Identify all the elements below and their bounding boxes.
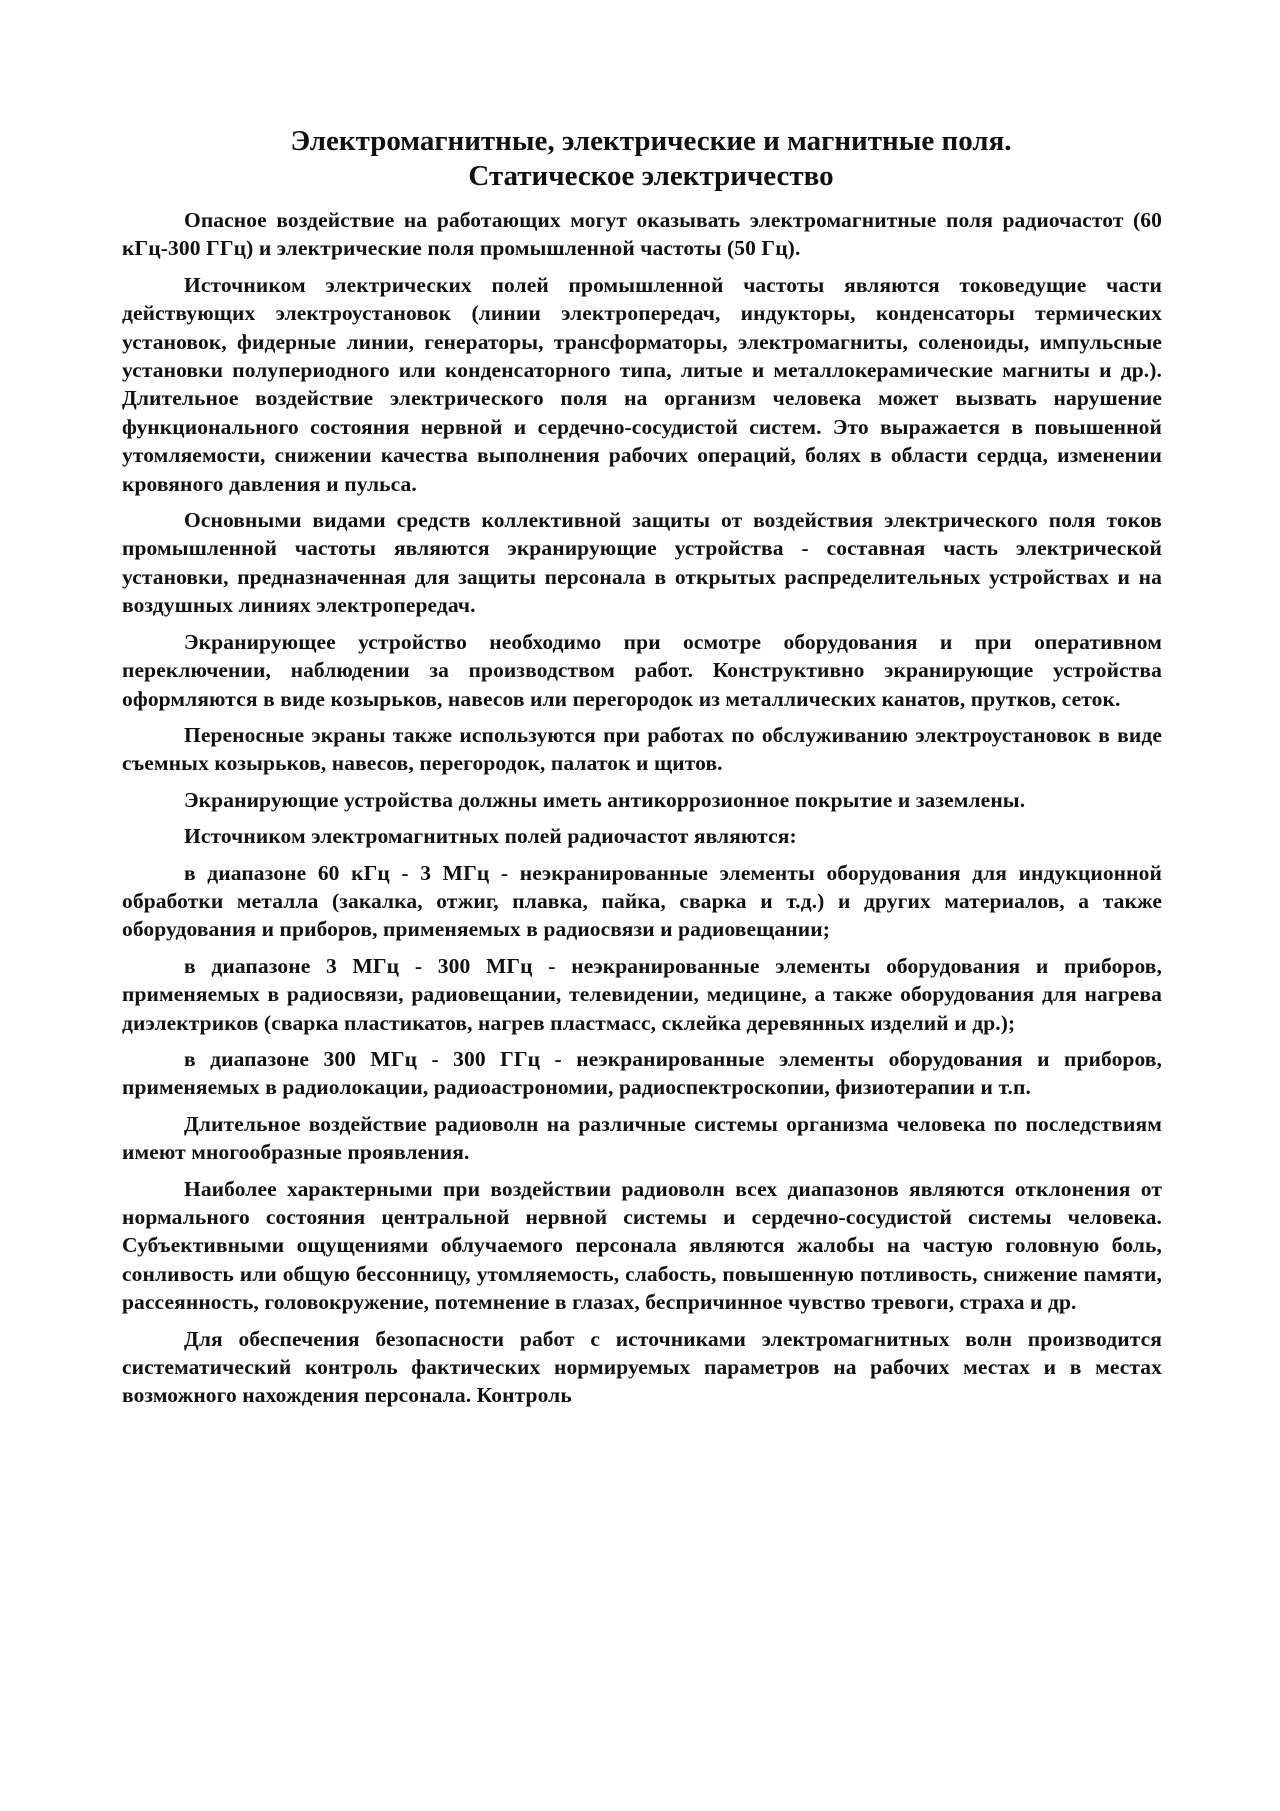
paragraph-range-300mhz-300ghz: в диапазоне 300 МГц - 300 ГГц - неэкранированные элементы оборудования и приборов, применяемых в радиолокации, радиоастрономии, радиоспектроскопии, физиотерапии и т.п. — [122, 1046, 1162, 1100]
paragraph-anticorrosion: Экранирующие устройства должны иметь антикоррозионное покрытие и заземлены. — [184, 787, 1026, 812]
title-line-2: Статическое электричество — [468, 160, 834, 192]
paragraph-rf-sources-heading: Источником электромагнитных полей радиочастот являются: — [184, 824, 797, 849]
paragraph-hazard-intro: Опасное воздействие на работающих могут оказывать электромагнитные поля радиочастот (60 кГц-300 ГГц) и электрические поля промышленной частоты (50 Гц). — [122, 208, 1162, 261]
paragraph-long-term-exposure: Длительное воздействие радиоволн на различные системы организма человека по последствиям имеют многообразные проявления. — [122, 1111, 1162, 1165]
paragraph-range-3mhz-300mhz: в диапазоне 3 МГц - 300 МГц - неэкранированные элементы оборудования и приборов, применяемых в радиосвязи, радиовещании, телевидении, медицине, а также оборудования для нагрева диэлектриков (сварка пластикатов, нагрев пластмасс, склейка деревянных изделий и др.); — [122, 953, 1162, 1035]
title-line-1: Электромагнитные, электрические и магнитные поля. — [290, 125, 1012, 157]
paragraph-symptoms: Наиболее характерными при воздействии радиоволн всех диапазонов являются отклонения от нормального состояния центральной нервной системы и сердечно-сосудистой системы человека. Субъективными ощущениями облучаемого персонала являются жалобы на частую головную боль, сонливость или общую бессонницу, утомляемость, слабость, повышенную потливость, снижение памяти, рассеянность, головокружение, потемнение в глазах, беспричинное чувство тревоги, страха и др. — [122, 1176, 1162, 1315]
paragraph-range-60khz-3mhz: в диапазоне 60 кГц - 3 МГц - неэкранированные элементы оборудования для индукционной обработки металла (закалка, отжиг, плавка, пайка, сварка и т.д.) и других материалов, а также оборудования и приборов, применяемых в радиосвязи и радиовещании; — [122, 860, 1162, 942]
document-title — [122, 124, 1162, 194]
paragraph-safety-control: Для обеспечения безопасности работ с источниками электромагнитных волн производится систематический контроль фактических нормируемых параметров на рабочих местах и в местах возможного нахождения персонала. Контроль — [122, 1326, 1162, 1408]
document-body — [122, 124, 1162, 1418]
paragraph-collective-protection: Основными видами средств коллективной защиты от воздействия электрического поля токов промышленной частоты являются экранирующие устройства - составная часть электрической установки, предназначенная для защиты персонала в открытых распределительных устройствах и на воздушных линиях электропередач. — [122, 508, 1162, 618]
paragraph-electric-field-sources: Источником электрических полей промышленной частоты являются токоведущие части действующих электроустановок (линии электропередач, индукторы, конденсаторы термических установок, фидерные линии, генераторы, трансформаторы, электромагниты, соленоиды, импульсные установки полупериодного или конденсаторного типа, литые и металлокерамические магниты и др.). Длительное воздействие электрического поля на организм человека может вызвать нарушение функционального состояния нервной и сердечно-сосудистой систем. Это выражается в повышенной утомляемости, снижении качества выполнения рабочих операций, болях в области сердца, изменении кровяного давления и пульса. — [122, 272, 1162, 496]
paragraph-shielding-device: Экранирующее устройство необходимо при осмотре оборудования и при оперативном переключении, наблюдении за производством работ. Конструктивно экранирующие устройства оформляются в виде козырьков, навесов или перегородок из металлических канатов, прутков, сеток. — [122, 629, 1162, 711]
paragraph-portable-screens: Переносные экраны также используются при работах по обслуживанию электроустановок в виде съемных козырьков, навесов, перегородок, палаток и щитов. — [122, 722, 1162, 776]
